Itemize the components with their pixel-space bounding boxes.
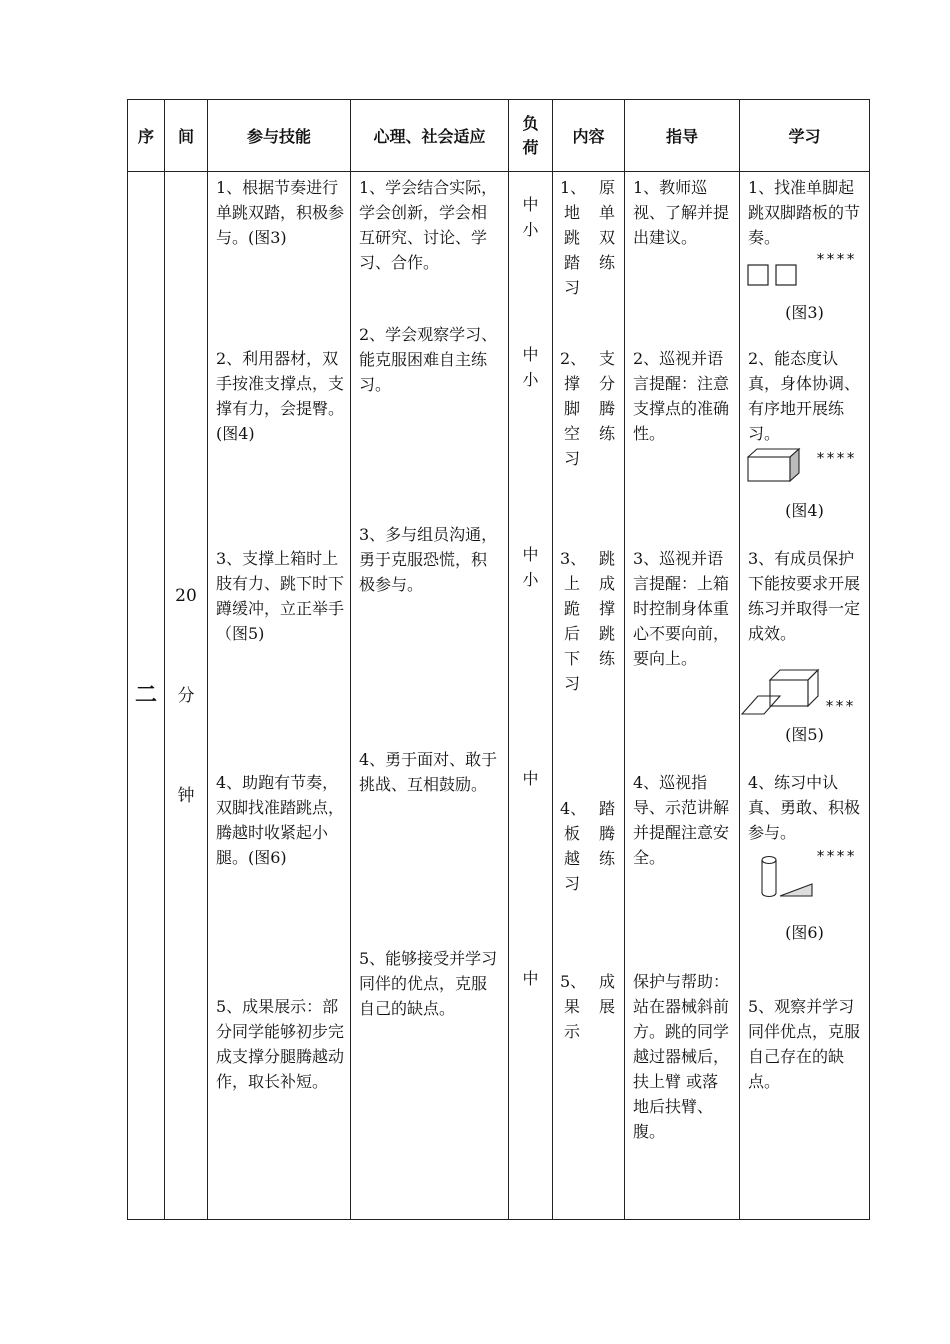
box-and-springboard-icon [740, 666, 822, 716]
two-squares-icon [747, 262, 799, 288]
guide-item-1: 1、教师巡视、了解并提出建议。 [633, 178, 730, 247]
content-item-4-left: 4、板越习 [560, 799, 587, 893]
content-item-2-left: 2、撑脚空习 [560, 349, 587, 468]
content-item-2-right: 支分腾练 [598, 349, 615, 443]
skill-item-3: 3、支撑上箱时上肢有力、跳下时下蹲缓冲，立正举手（图5) [216, 549, 345, 643]
guide-item-5: 保护与帮助：站在器械斜前方。跳的同学越过器械后，扶上臂 或落地后扶臂、腹。 [633, 972, 730, 1141]
psych-cell [351, 172, 509, 1220]
header-load-a: 负 [522, 113, 539, 133]
study-cell [740, 172, 870, 1220]
study-item-5: 5、观察并学习同伴优点，克服自己存在的缺点。 [748, 997, 861, 1091]
header-time: 间 [165, 100, 208, 172]
study-item-1: 1、找准单脚起跳双脚踏板的节奏。 [748, 178, 861, 247]
header-guide: 指导 [625, 100, 740, 172]
content-item-3-right: 跳成撑跳练 [598, 549, 615, 668]
content-item-1-right: 原单双练 [598, 178, 615, 272]
skill-item-5: 5、成果展示：部分同学能够初步完成支撑分腿腾越动作，取长补短。 [216, 997, 345, 1091]
load-item-5: 中 [522, 969, 539, 988]
time-cell [165, 172, 208, 1220]
fig6-caption: (图6) [785, 923, 824, 942]
fig5-stars: *** [825, 697, 856, 715]
load-item-2: 中小 [522, 345, 539, 389]
header-psych: 心理、社会适应 [351, 100, 509, 172]
content-item-1-left: 1、地跳踏习 [560, 178, 587, 297]
psych-item-4: 4、勇于面对、敢于挑战、互相鼓励。 [359, 750, 498, 794]
load-item-3: 中小 [522, 545, 539, 589]
skill-cell [208, 172, 351, 1220]
fig3-caption: (图3) [785, 303, 824, 322]
load-item-4: 中 [522, 769, 539, 788]
load-cell [509, 172, 553, 1220]
study-item-4: 4、练习中认真、勇敢、积极参与。 [748, 773, 861, 842]
content-item-4-right: 踏腾练 [598, 799, 615, 868]
psych-item-1: 1、学会结合实际，学会创新，学会相互研究、讨论、学习、合作。 [359, 178, 498, 272]
psych-item-5: 5、能够接受并学习同伴的优点，克服自己的缺点。 [359, 949, 498, 1018]
fig4-caption: (图4) [785, 501, 824, 520]
seq-cell [128, 172, 165, 1220]
guide-item-4: 4、巡视指导、示范讲解并提醒注意安全。 [633, 773, 730, 867]
guide-cell [625, 172, 740, 1220]
vaulting-box-icon [747, 447, 801, 483]
psych-item-2: 2、学会观察学习、能克服困难自主练习。 [359, 325, 498, 394]
study-item-2: 2、能态度认真，身体协调、有序地开展练习。 [748, 349, 861, 443]
fig3-stars: **** [816, 250, 857, 268]
guide-item-2: 2、巡视并语言提醒：注意支撑点的准确性。 [633, 349, 730, 443]
content-item-3-left: 3、上跪后下习 [560, 549, 587, 693]
load-item-1: 中小 [522, 195, 539, 239]
study-item-3: 3、有成员保护下能按要求开展练习并取得一定成效。 [748, 549, 861, 643]
content-cell [553, 172, 625, 1220]
content-item-5-left: 5、果示 [560, 972, 587, 1041]
content-item-5-right: 成展 [598, 972, 615, 1016]
header-skill: 参与技能 [208, 100, 351, 172]
header-study: 学习 [740, 100, 870, 172]
body-row [128, 172, 870, 1220]
time-unit-clock: 钟 [177, 786, 195, 806]
psych-item-3: 3、多与组员沟通，勇于克服恐慌，积极参与。 [359, 525, 498, 594]
time-value: 20 [175, 586, 197, 606]
header-content: 内容 [553, 100, 625, 172]
section-number: 二 [134, 683, 157, 708]
skill-item-1: 1、根据节奏进行单跳双踏，积极参与。(图3) [216, 178, 345, 247]
cylinder-and-ramp-icon [760, 854, 816, 900]
header-seq: 序 [128, 100, 165, 172]
time-unit-min: 分 [177, 686, 195, 706]
header-load-b: 荷 [522, 137, 539, 157]
skill-item-2: 2、利用器材，双手按准支撑点，支撑有力，会提臀。(图4) [216, 349, 345, 443]
header-load [509, 100, 553, 172]
header-row [128, 100, 870, 172]
fig5-caption: (图5) [785, 725, 824, 744]
lesson-plan-table [127, 99, 870, 1220]
skill-item-4: 4、助跑有节奏，双脚找准踏跳点，腾越时收紧起小腿。(图6) [216, 773, 345, 867]
fig4-stars: **** [816, 449, 857, 467]
fig6-stars: **** [816, 847, 857, 865]
guide-item-3: 3、巡视并语言提醒：上箱时控制身体重心不要向前，要向上。 [633, 549, 730, 668]
